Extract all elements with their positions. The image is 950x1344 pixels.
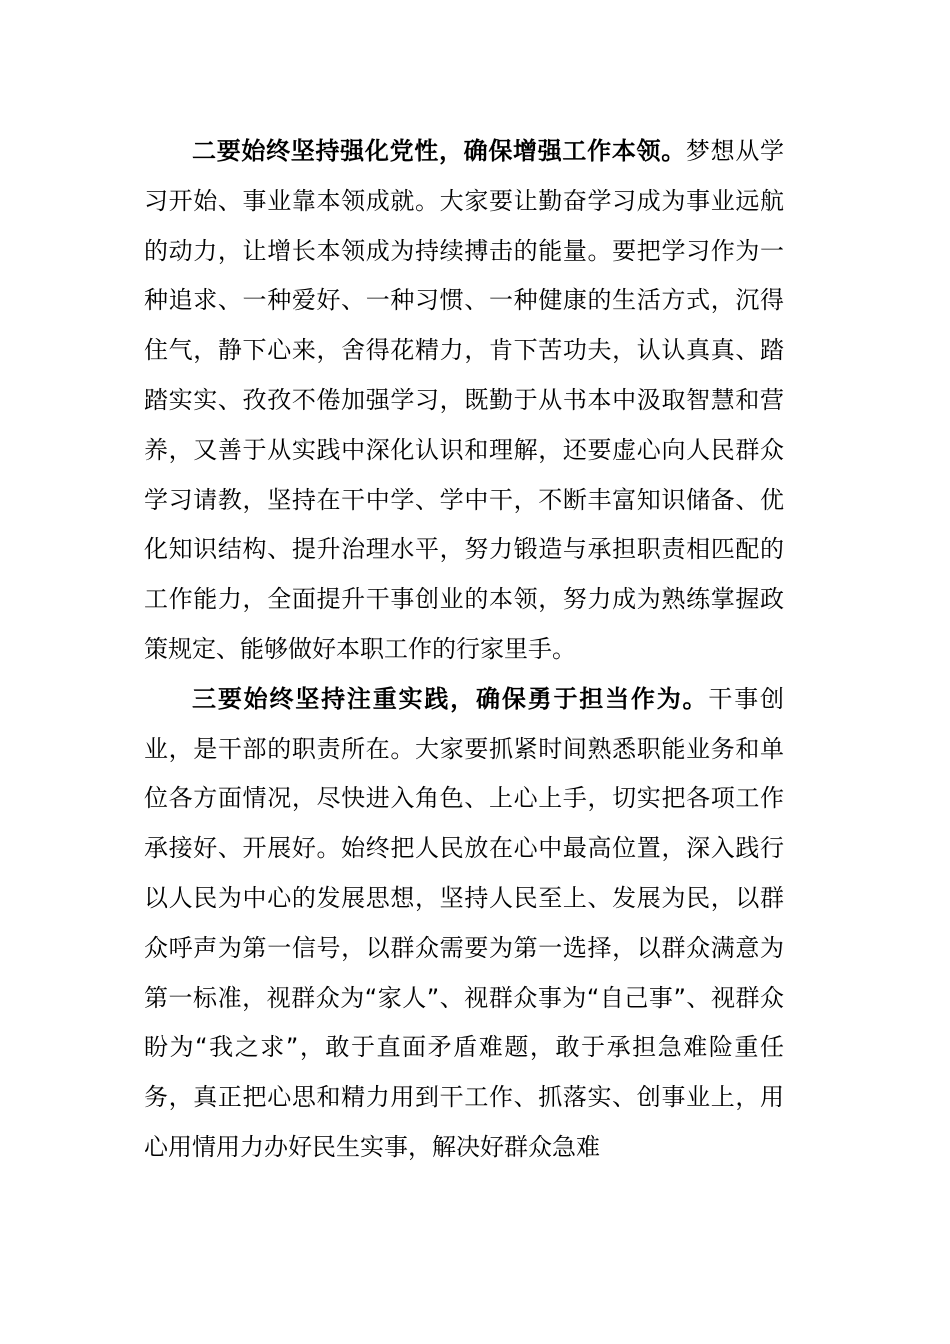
paragraph-heading: 二要始终坚持强化党性，确保增强工作本领。	[192, 137, 686, 165]
paragraph-3	[144, 675, 784, 1173]
paragraph-heading: 三要始终坚持注重实践，确保勇于担当作为。	[192, 684, 709, 713]
paragraph-text: 干事创业，是干部的职责所在。大家要抓紧时间熟悉职能业务和单位各方面情况，尽快进入角色、上心上手，切实把各项工作承接好、开展好。始终把人民放在心中最高位置，深入践行以人民为中心的发展思想，坚持人民至上、发展为民，以群众呼声为第一信号，以群众需要为第一选择，以群众满意为第一标准，视群众为“家人”、视群众事为“自己事”、视群众盼为“我之求”，敢于直面矛盾难题，敢于承担急难险重任务，真正把心思和精力用到干工作、抓落实、创事业上，用心用情用力办好民生实事，解决好群众急难	[144, 684, 785, 1161]
paragraph-text: 梦想从学习开始、事业靠本领成就。大家要让勤奋学习成为事业远航的动力，让增长本领成为持续搏击的能量。要把学习作为一种追求、一种爱好、一种习惯、一种健康的生活方式，沉得住气，静下心来，舍得花精力，肯下苦功夫，认认真真、踏踏实实、孜孜不倦加强学习，既勤于从书本中汲取智慧和营养，又善于从实践中深化认识和理解，还要虚心向人民群众学习请教，坚持在干中学、学中干，不断丰富知识储备、优化知识结构、提升治理水平，努力锻造与承担职责相匹配的工作能力，全面提升干事创业的本领，努力成为熟练掌握政策规定、能够做好本职工作的行家里手。	[144, 137, 785, 663]
document-body	[144, 127, 784, 1173]
paragraph-2	[144, 127, 784, 675]
